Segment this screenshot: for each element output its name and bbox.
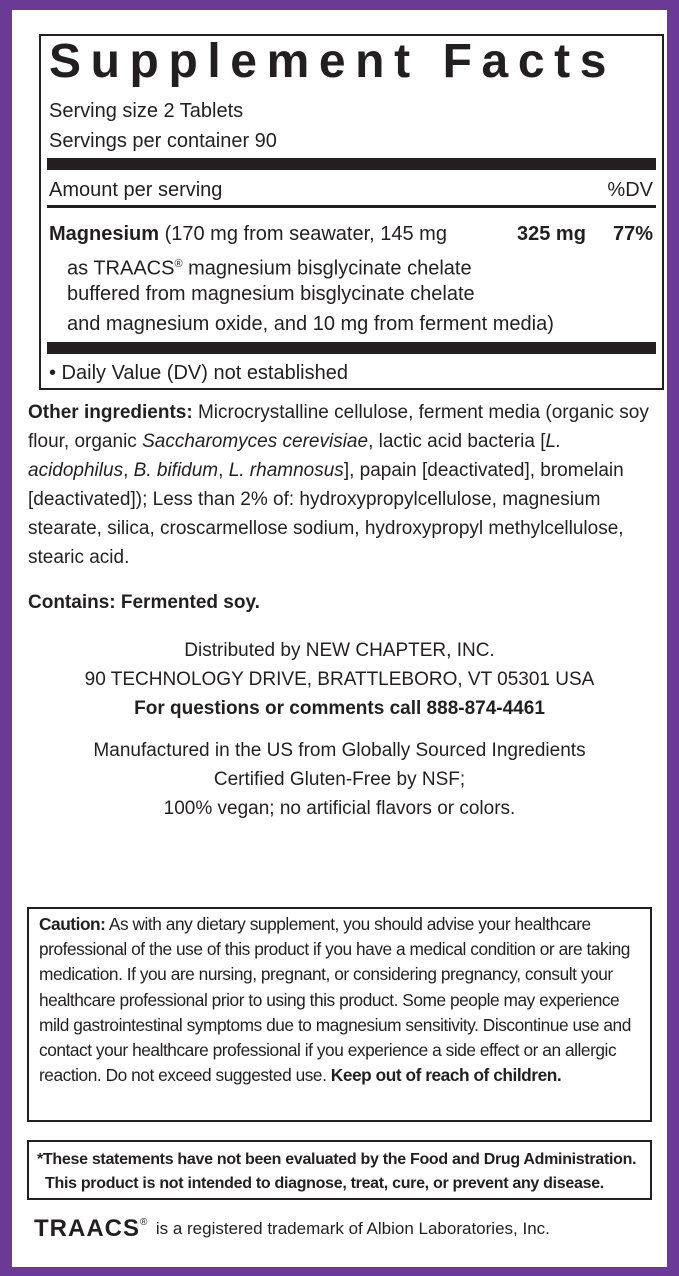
caution-box: [27, 907, 652, 1122]
nutrient-dv: 77%: [612, 223, 653, 245]
ingr-text: ,: [218, 460, 229, 481]
ingr-text: Microcrystalline cellulose, ferment media (organic soy flour, organic: [28, 402, 649, 452]
traacs-logo: TRAACS: [34, 1215, 140, 1242]
ingr-species: L. rhamnosus: [228, 460, 344, 481]
caution-label: Caution:: [39, 914, 106, 934]
dv-header: %DV: [607, 179, 653, 201]
nutrient-desc-1: (170 mg from seawater, 145 mg: [159, 223, 447, 245]
ingr-species: L. acidophilus: [28, 431, 562, 481]
nutrient-line-4: and magnesium oxide, and 10 mg from ferment media): [67, 313, 554, 335]
trademark-text: is a registered trademark of Albion Laboratories, Inc.: [155, 1219, 550, 1238]
ingr-text: ,: [123, 460, 134, 481]
contains-allergen: Contains: Fermented soy.: [28, 592, 260, 613]
divider-thick-bottom: [47, 342, 656, 354]
manufacture-line-1: Manufactured in the US from Globally Sourced Ingredients: [93, 740, 586, 761]
divider-thick: [47, 158, 656, 170]
dv-footnote: • Daily Value (DV) not established: [49, 362, 348, 384]
servings-per-container: Servings per container 90: [49, 130, 277, 152]
amount-header: Amount per serving: [49, 179, 223, 201]
other-ingredients: [28, 398, 654, 572]
nutrient-desc-2a: as TRAACS: [67, 257, 175, 280]
nutrient-amount: 325 mg: [517, 223, 586, 245]
trademark-notice: [34, 1215, 550, 1243]
divider-medium: [47, 205, 656, 208]
distributor-line-2: 90 TECHNOLOGY DRIVE, BRATTLEBORO, VT 05301 USA: [84, 669, 595, 690]
nutrient-line-1: [49, 221, 447, 247]
trademark-reg-mark: ®: [140, 1217, 148, 1228]
serving-size: Serving size 2 Tablets: [49, 100, 244, 122]
ingr-text: , lactic acid bacteria [: [368, 431, 546, 452]
manufacture-line-2: Certified Gluten-Free by NSF;: [213, 769, 466, 790]
distributor-line-1: Distributed by NEW CHAPTER, INC.: [184, 640, 495, 661]
nutrient-line-2: [67, 251, 472, 282]
caution-body: As with any dietary supplement, you should advise your healthcare professional of the use of this product if you have a medical condition or are taking medication. If you are nursing, pregnant, or considering pregnancy, consult your healthcare professional prior to using this product. Some people may experience mild gastrointestinal symptoms due to magnesium sensitivity. Discontinue use and contact your healthcare professional if you experience a side effect or an allergic reaction. Do not exceed suggested use.: [39, 914, 631, 1086]
other-ingredients-label: Other ingredients:: [28, 402, 193, 423]
nutrient-desc-2b: magnesium bisglycinate chelate: [182, 257, 472, 280]
ingr-text: ], papain [deactivated], bromelain [deactivated]); Less than 2% of: hydroxypropylcellulose, magnesium stearate, silica, croscarmellose sodium, hydroxypropyl methylcellulose, stearic acid.: [28, 460, 624, 568]
nutrient-line-3: buffered from magnesium bisglycinate chelate: [67, 283, 475, 305]
distributor-phone: For questions or comments call 888-874-4461: [134, 698, 545, 719]
facts-title: Supplement Facts: [49, 35, 617, 88]
fda-disclaimer: [27, 1140, 652, 1200]
ingr-species: B. bifidum: [133, 460, 219, 481]
nutrient-name: Magnesium: [49, 223, 160, 245]
caution-warning: Keep out of reach of children.: [330, 1065, 562, 1086]
manufacture-line-3: 100% vegan; no artificial flavors or colors.: [163, 798, 516, 819]
fda-line-1: *These statements have not been evaluated by the Food and Drug Administration.: [37, 1151, 637, 1168]
fda-line-2: This product is not intended to diagnose, treat, cure, or prevent any disease.: [45, 1175, 604, 1192]
supplement-facts-panel: [39, 34, 664, 390]
registered-mark: ®: [174, 258, 183, 270]
ingr-species: Saccharomyces cerevisiae: [142, 431, 369, 452]
